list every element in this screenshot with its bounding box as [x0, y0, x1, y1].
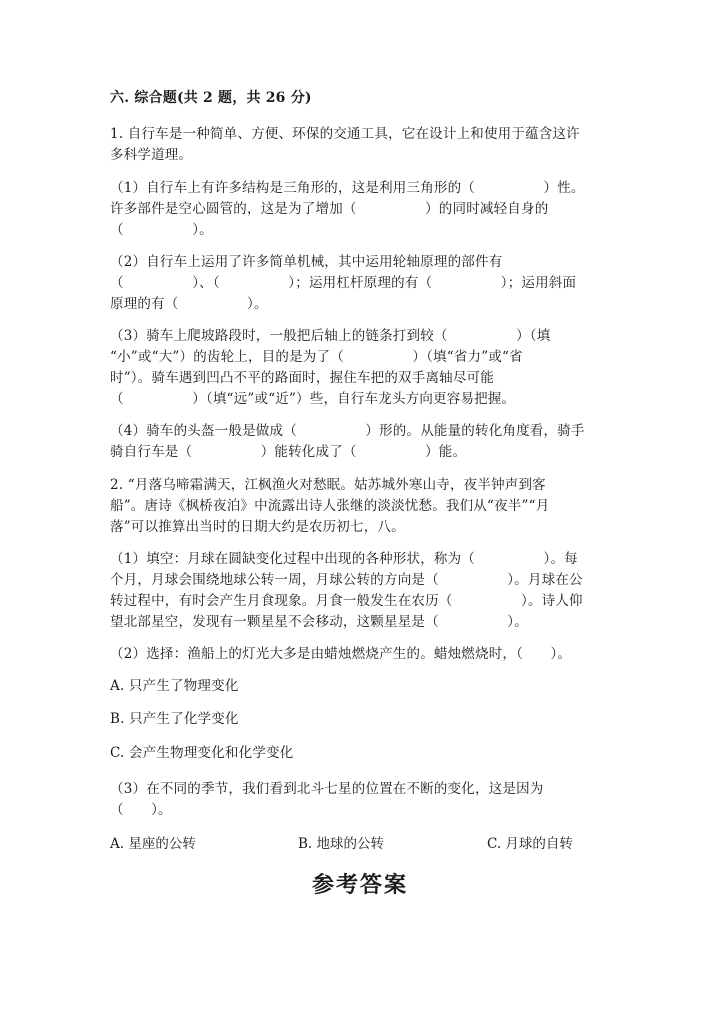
q2-part2-question: （2）选择：渔船上的灯光大多是由蜡烛燃烧产生的。蜡烛燃烧时，（ ）。 — [110, 646, 572, 662]
q1-part4-line-1: （4）骑车的头盔一般是做成（ ）形的。从能量的转化角度看，骑手 — [110, 423, 585, 439]
q2-part1-line-4: 望北部星空，发现有一颗星星不会移动，这颗星星是（ ）。 — [110, 614, 528, 630]
q1-intro-line-2: 多科学道理。 — [110, 147, 193, 163]
q2-part2-option-a: A. 只产生了物理变化 — [110, 678, 239, 694]
section-title: 六. 综合题(共 2 题，共 26 分) — [110, 90, 312, 106]
q1-part1-line-3: （ ）。 — [110, 222, 213, 238]
q1-intro-line-1: 1. 自行车是一种简单、方便、环保的交通工具，它在设计上和使用于蕴含这许 — [110, 126, 580, 142]
q2-part2-option-c: C. 会产生物理变化和化学变化 — [110, 745, 294, 761]
q1-part2-line-3: 原理的有（ ）。 — [110, 296, 268, 312]
q2-intro-line-1: 2. “月落乌啼霜满天，江枫渔火对愁眠。姑苏城外寒山寺，夜半钟声到客 — [110, 477, 546, 493]
answer-section-title: 参考答案 — [311, 873, 408, 898]
q1-part1-line-1: （1）自行车上有许多结构是三角形的，这是利用三角形的（ ）性。 — [110, 180, 585, 196]
q2-intro-line-2: 船”。唐诗《枫桥夜泊》中流露出诗人张继的淡淡忧愁。我们从“夜半”“月 — [110, 498, 550, 514]
q2-part3-line-2: （ ）。 — [110, 802, 172, 818]
q2-intro-line-3: 落”可以推算出当时的日期大约是农历初七，八。 — [110, 519, 405, 535]
q2-part3-option-c: C. 月球的自转 — [487, 836, 573, 852]
q2-part2-option-b: B. 只产生了化学变化 — [110, 711, 239, 727]
q1-part3-line-1: （3）骑车上爬坡路段时，一般把后轴上的链条打到较（ ）（填 — [110, 328, 551, 344]
q2-part1-line-2: 个月，月球会围绕地球公转一周，月球公转的方向是（ ）。月球在公 — [110, 572, 583, 588]
q1-part3-line-4: （ ）（填“远”或“近”）些，自行车龙头方向更容易把握。 — [110, 391, 516, 407]
q1-part3-line-3: 时”）。骑车遇到凹凸不平的路面时，握住车把的双手离轴尽可能 — [110, 370, 494, 386]
q2-part3-option-b: B. 地球的公转 — [298, 836, 385, 852]
q1-part4-line-2: 骑自行车是（ ）能转化成了（ ）能。 — [110, 444, 467, 460]
q2-part1-line-3: 转过程中，有时会产生月食现象。月食一般发生在农历（ ）。诗人仰 — [110, 593, 583, 609]
q1-part2-line-1: （2）自行车上运用了许多简单机械，其中运用轮轴原理的部件有 — [110, 254, 503, 270]
q2-part3-line-1: （3）在不同的季节，我们看到北斗七星的位置在不断的变化，这是因为 — [110, 781, 544, 797]
q2-part1-line-1: （1）填空：月球在圆缺变化过程中出现的各种形状，称为（ ）。每 — [110, 551, 578, 567]
q1-part2-line-2: （ ）、（ ）；运用杠杆原理的有（ ）；运用斜面 — [110, 275, 577, 291]
q2-part3-option-a: A. 星座的公转 — [110, 836, 196, 852]
q1-part1-line-2: 许多部件是空心圆管的，这是为了增加（ ）的同时减轻自身的 — [110, 201, 549, 217]
q1-part3-line-2: “小”或“大”）的齿轮上，目的是为了（ ）（填“省力”或“省 — [110, 349, 523, 365]
